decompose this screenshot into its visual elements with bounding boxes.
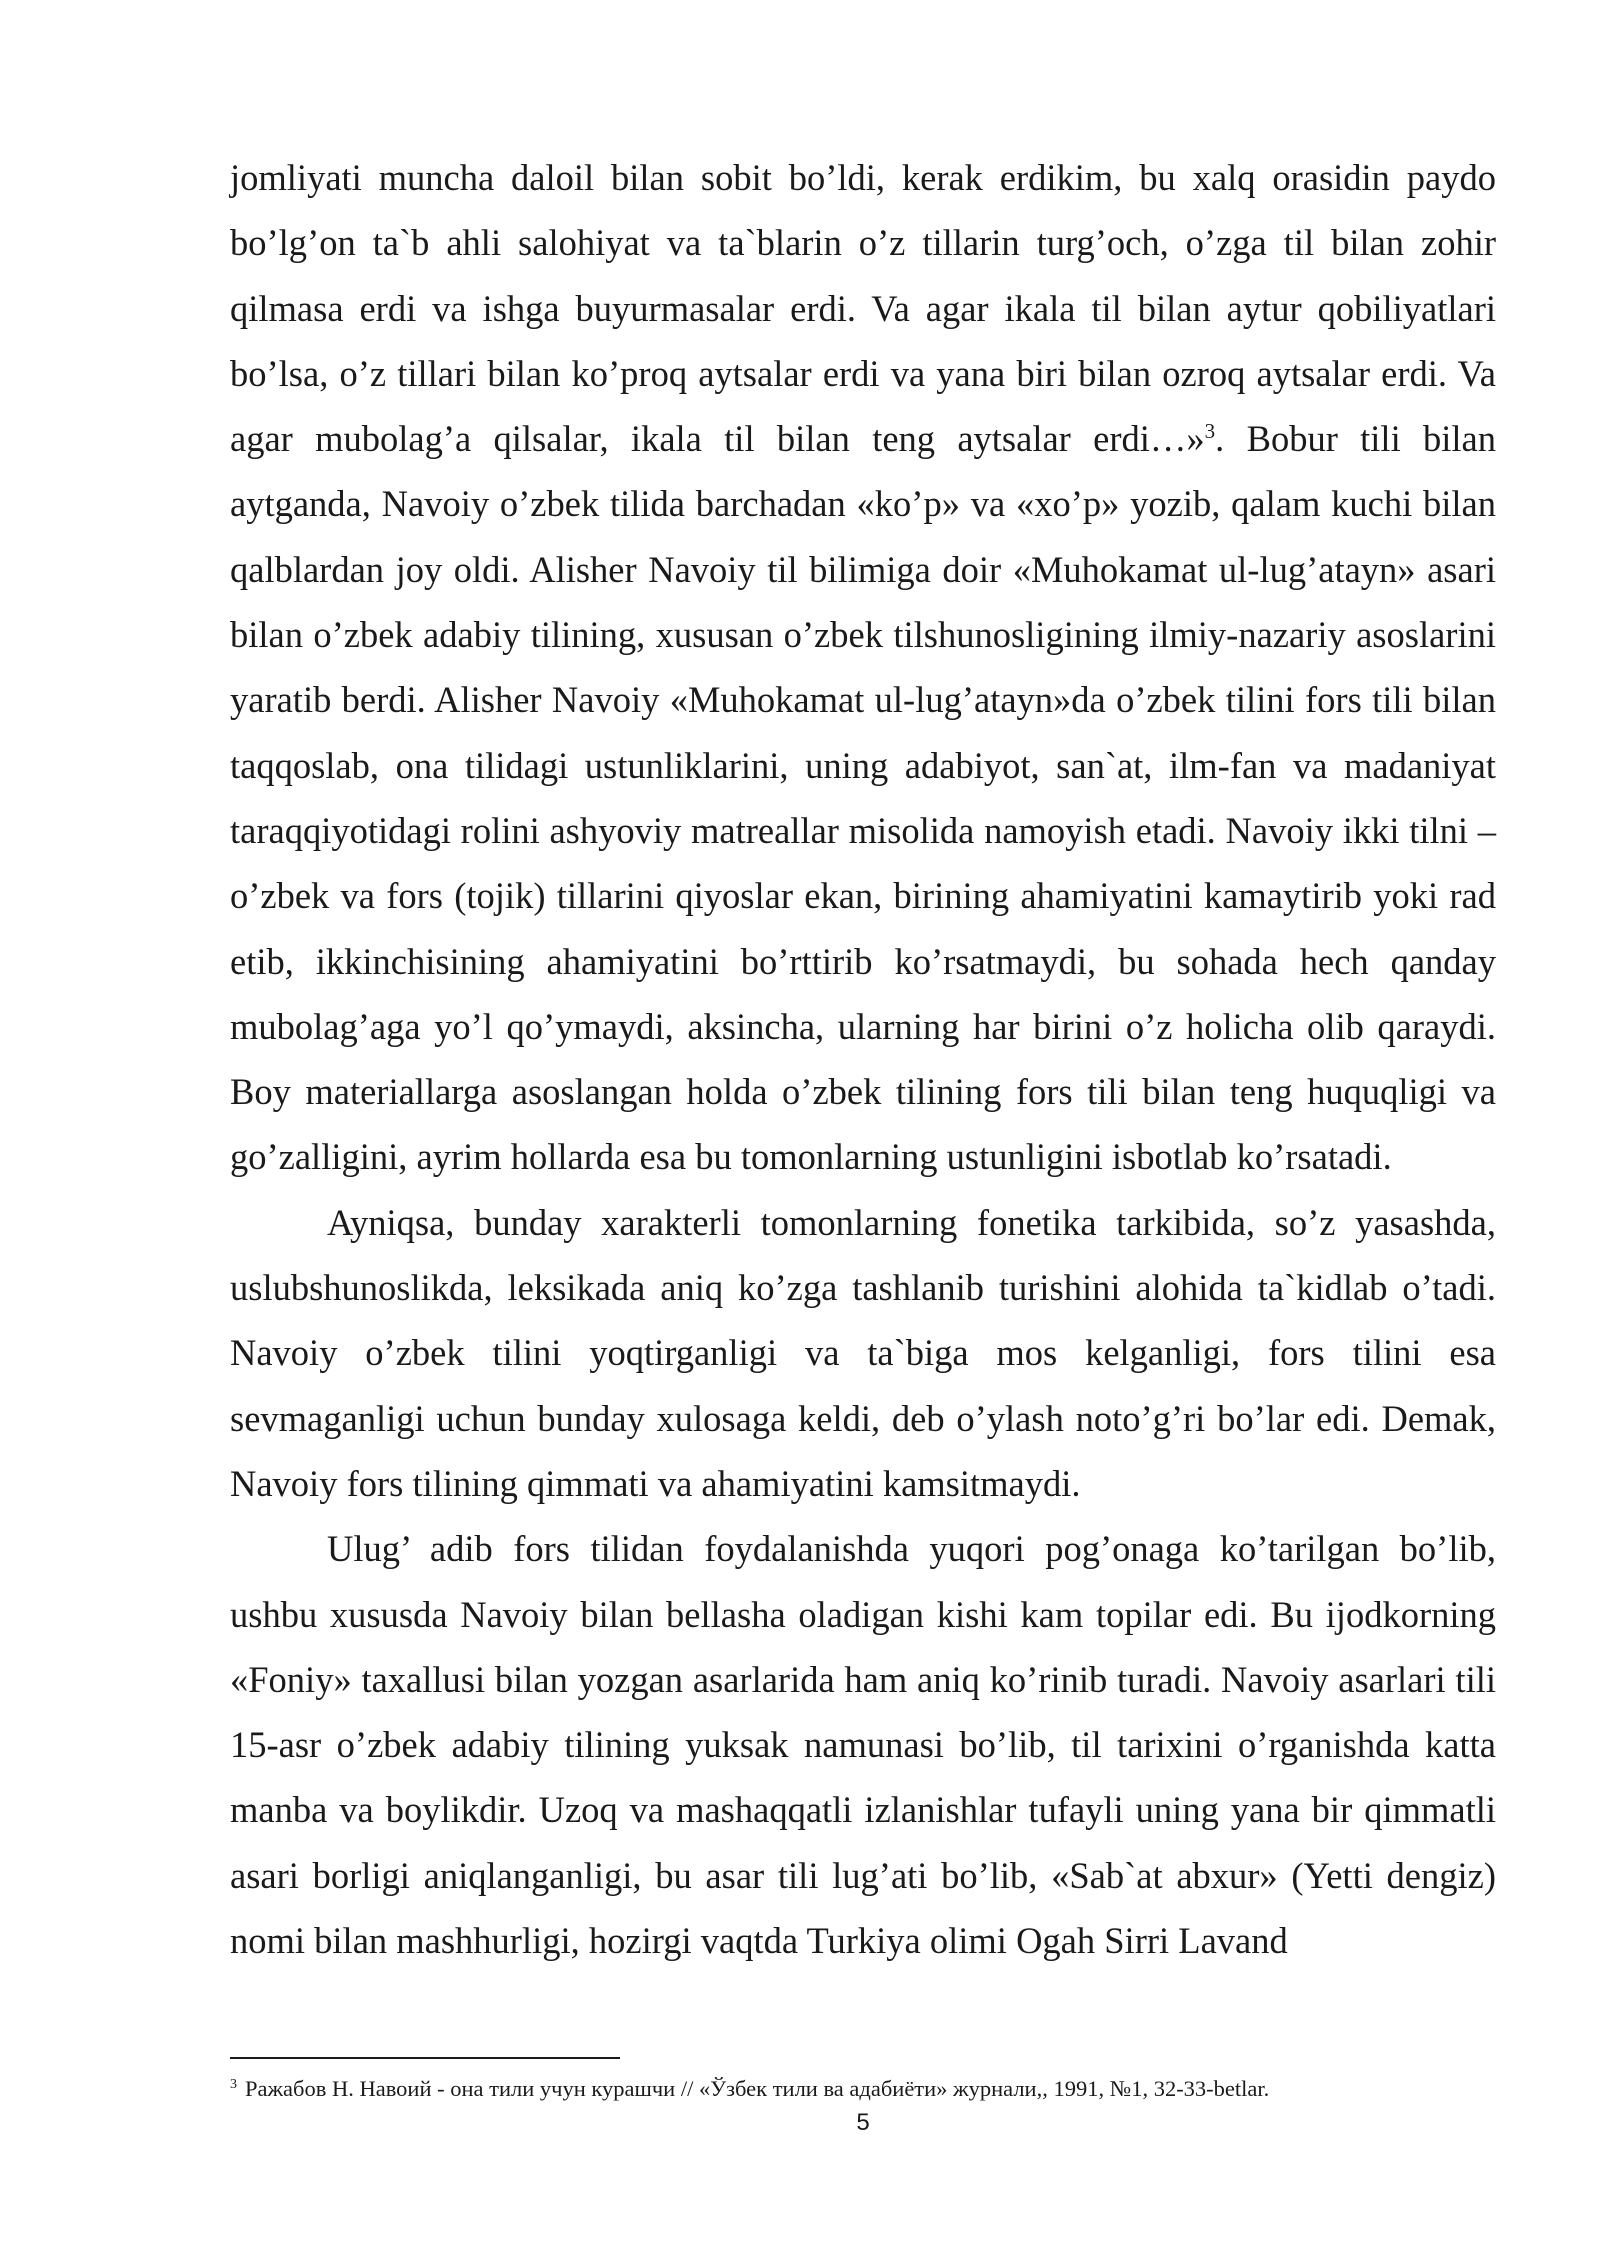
footnote-text: Ражабов Н. Навоий - она тили учун курашчи // «Ўзбек тили ва адабиёти» журнали,, 1991, №1, 32-33-betlar. <box>245 2076 1270 2101</box>
paragraph-1-text-after-note: . Bobur tili bilan aytganda, Navoiy o’zbek tilida barchadan «ko’p» va «xo’p» yozib, qalam kuchi bilan qalblardan joy oldi. Alisher Navoiy til bilimiga doir «Muhokamat ul-lug’atayn» asari bilan o’zbek adabiy tilining, xususan o’zbek tilshunosligining ilmiy-nazariy asoslarini yaratib berdi. Alisher Navoiy «Muhokamat ul-lug’atayn»da o’zbek tilini fors tili bilan taqqoslab, ona tilidagi ustunliklarini, uning adabiyot, san`at, ilm-fan va madaniyat taraqqiyotidagi rolini ashyoviy matreallar misolida namoyish etadi. Navoiy ikki tilni – o’zbek va fors (tojik) tillarini qiyoslar ekan, birining ahamiyatini kamaytirib yoki rad etib, ikkinchisining ahamiyatini bo’rttirib ko’rsatmaydi, bu sohada hech qanday mubolag’aga yo’l qo’ymaydi, aksincha, ularning har birini o’z holicha olib qaraydi. Boy materiallarga asoslangan holda o’zbek tilining fors tili bilan teng huquqligi va go’zalligini, ayrim hollarda esa bu tomonlarning ustunligini isbotlab ko’rsatadi. <box>230 418 1497 1178</box>
footnote-reference[interactable]: 3 <box>1204 419 1216 444</box>
paragraph-1-text-before-note: jomliyati muncha daloil bilan sobit bo’ldi, kerak erdikim, bu xalq orasidin paydo bo’lg’on ta`b ahli salohiyat va ta`blarin o’z tillarin turg’och, o’zga til bilan zohir qilmasa erdi va ishga buyurmasalar erdi. Va agar ikala til bilan aytur qobiliyatlari bo’lsa, o’z tillari bilan ko’proq aytsalar erdi va yana biri bilan ozroq aytsalar erdi. Va agar mubolag’a qilsalar, ikala til bilan teng aytsalar erdi…» <box>230 157 1496 460</box>
paragraph-2: Ayniqsa, bunday xarakterli tomonlarning fonetika tarkibida, so’z yasashda, uslubshunoslikda, leksikada aniq ko’zga tashlanib turishini alohida ta`kidlab o’tadi. Navoiy o’zbek tilini yoqtirganligi va ta`biga mos kelganligi, fors tilini esa sevmaganligi uchun bunday xulosaga keldi, deb o’ylash noto’g’ri bo’lar edi. Demak, Navoiy fors tilining qimmati va ahamiyatini kamsitmaydi. <box>230 1201 1496 1504</box>
footnote-number: 3 <box>230 2076 237 2092</box>
page-number: 5 <box>856 2109 870 2136</box>
paragraph-3: Ulug’ adib fors tilidan foydalanishda yuqori pog’onaga ko’tarilgan bo’lib, ushbu xususda Navoiy bilan bellasha oladigan kishi kam topilar edi. Bu ijodkorning «Foniy» taxallusi bilan yozgan asarlarida ham aniq ko’rinib turadi. Navoiy asarlari tili 15-asr o’zbek adabiy tilining yuksak namunasi bo’lib, til tarixini o’rganishda katta manba va boylikdir. Uzoq va mashaqqatli izlanishlar tufayli uning yana bir qimmatli asari borligi aniqlanganligi, bu asar tili lug’ati bo’lib, «Sab`at abxur» (Yetti dengiz) nomi bilan mashhurligi, hozirgi vaqtda Turkiya olimi Ogah Sirri Lavand <box>230 1528 1496 1962</box>
footnote-separator <box>230 2057 620 2059</box>
paragraph-1 <box>230 145 1496 1190</box>
footnote <box>230 2074 1530 2104</box>
body-text <box>230 145 1496 1973</box>
